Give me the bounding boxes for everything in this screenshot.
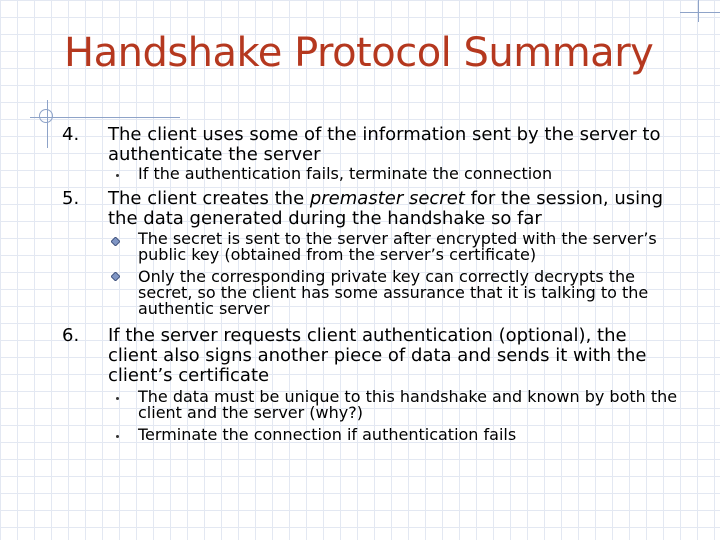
dot-icon [116, 397, 119, 400]
item-text: If the server requests client authentication (optional), the client also signs another piece of data and sends it with the client’s certificate [108, 325, 647, 386]
diamond-icon [111, 237, 120, 246]
item-text-part: for the session, using the data generated during the handshake so far [108, 188, 663, 229]
subitem-text: The data must be unique to this handshake and known by both the client and the server (why?) [138, 387, 678, 422]
decorative-line [47, 100, 48, 148]
decorative-line [680, 12, 720, 13]
item-text: The client uses some of the information sent by the server to authenticate the server [108, 124, 661, 165]
subitem-text: Only the corresponding private key can correctly decrypts the secret, so the client has some assurance that it is talking to the authentic server [138, 267, 649, 318]
decorative-circle-icon [39, 109, 53, 123]
item-text-part: The client creates the [108, 188, 310, 209]
subitem-text: The secret is sent to the server after encrypted with the server’s public key (obtained from the server’s certificate) [138, 229, 657, 264]
subitem-text: Terminate the connection if authentication fails [138, 425, 517, 444]
diamond-icon [111, 272, 120, 281]
item-number: 5. [62, 188, 80, 209]
slide-title: Handshake Protocol Summary [64, 30, 654, 76]
subitem-text: If the authentication fails, terminate the connection [138, 164, 553, 183]
item-number: 6. [62, 325, 80, 346]
dot-icon [116, 174, 119, 177]
item-number: 4. [62, 124, 80, 145]
decorative-line [698, 0, 699, 22]
dot-icon [116, 435, 119, 438]
item-text [108, 189, 668, 229]
emphasis-text: premaster secret [309, 188, 465, 209]
